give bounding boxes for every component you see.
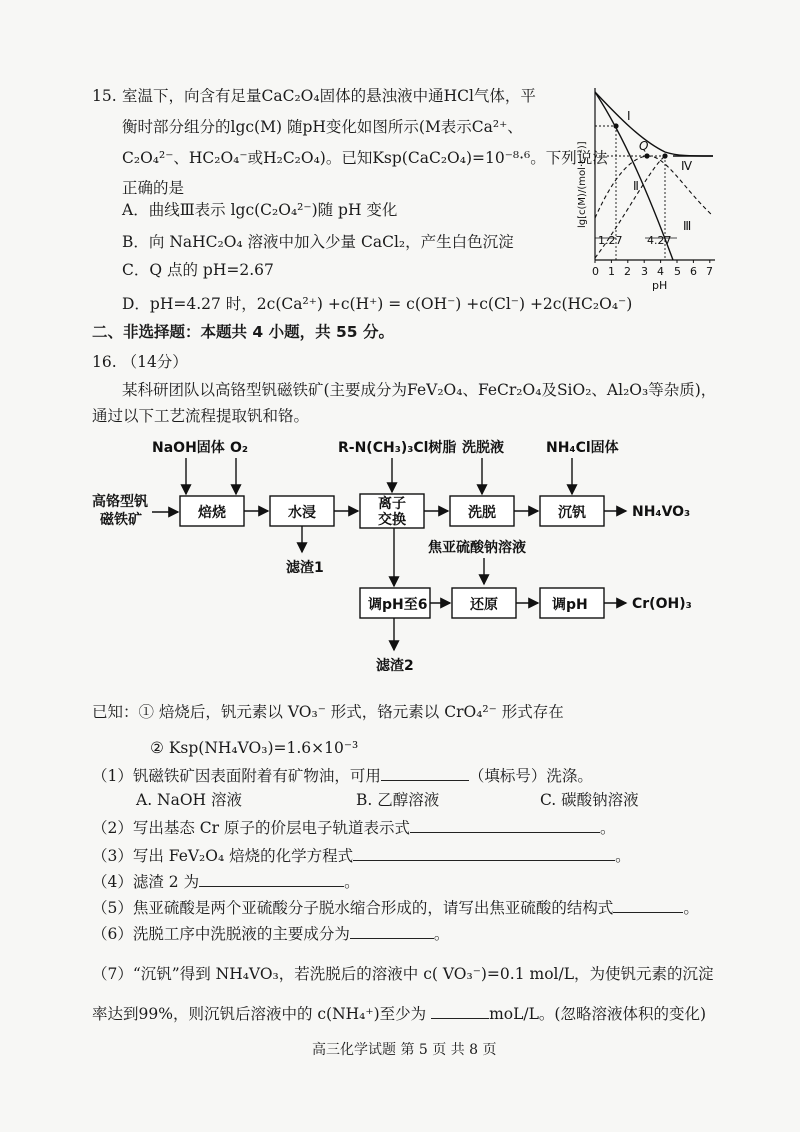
q15-graph [555, 78, 725, 296]
sub-1: （1）钒磁铁矿因表面附着有矿物油，可用 （填标号）洗涤。 [92, 767, 593, 785]
known-2: ② Ksp(NH₄VO₃)=1.6×10⁻³ [150, 739, 359, 757]
box-precip-label: 沉钒 [558, 505, 586, 521]
curve-II [595, 156, 713, 218]
box-elute-label: 洗脱 [468, 505, 496, 521]
answer-blank-4[interactable] [199, 872, 344, 887]
box-leach-label: 水浸 [288, 505, 316, 521]
input-metabisulfite: 焦亚硫酸钠溶液 [428, 540, 526, 556]
label-Q: Q [639, 139, 649, 153]
box-adjust-ph6-label: 调pH至6 [368, 597, 428, 613]
box-reduce-label: 还原 [470, 597, 498, 613]
answer-blank-5[interactable] [613, 898, 683, 913]
label-II: Ⅱ [633, 179, 639, 193]
input-naoh: NaOH固体 [152, 440, 225, 456]
q15-option-b: B．向 NaHC₂O₄ 溶液中加入少量 CaCl₂，产生白色沉淀 [122, 233, 514, 251]
q15-stem-line2: 衡时部分组分的lgc(M) 随pH变化如图所示(M表示Ca²⁺、 [122, 118, 523, 136]
box-ion-label2: 交换 [378, 512, 406, 528]
output-croh3: Cr(OH)₃ [632, 596, 692, 612]
sub-1-option-b: B. 乙醇溶液 [356, 791, 440, 809]
input-nh4cl: NH₄Cl固体 [546, 440, 619, 456]
tick-2: 2 [624, 265, 631, 278]
known-1: 已知：① 焙烧后，钒元素以 VO₃⁻ 形式，铬元素以 CrO₄²⁻ 形式存在 [92, 703, 564, 721]
q15-option-d: D．pH=4.27 时，2c(Ca²⁺) +c(H⁺) = c(OH⁻) +c(Cl⁻) +2c(HC₂O₄⁻) [122, 295, 633, 313]
residue-1: 滤渣1 [286, 560, 324, 576]
sub-4: （4）滤渣 2 为 。 [92, 873, 360, 891]
curve-I [595, 92, 713, 156]
graph-x-label: pH [652, 279, 668, 292]
point-I [613, 123, 618, 128]
sub-7-line1: （7）“沉钒”得到 NH₄VO₃，若洗脱后的溶液中 c( VO₃⁻)=0.1 mol/L，为使钒元素的沉淀 [92, 965, 714, 983]
box-roast-label: 焙烧 [198, 505, 226, 521]
tick-1: 1 [608, 265, 615, 278]
q15-stem-line1: 室温下，向含有足量CaC₂O₄固体的悬浊液中通HCl气体，平 [122, 87, 536, 105]
input-eluent: 洗脱液 [462, 440, 504, 456]
tick-3: 3 [641, 265, 648, 278]
answer-blank-7[interactable] [431, 1004, 489, 1019]
tick-6: 6 [690, 265, 697, 278]
process-flowchart [90, 436, 710, 686]
tick-0: 0 [592, 265, 599, 278]
sub-1-option-c: C. 碳酸钠溶液 [540, 791, 639, 809]
answer-blank-3[interactable] [353, 846, 615, 861]
q15-number: 15. [92, 87, 117, 105]
q15-stem-line4: 正确的是 [122, 179, 185, 197]
box-ion-label1: 离子 [378, 496, 406, 512]
input-resin: R-N(CH₃)₃Cl树脂 [338, 440, 457, 456]
residue-2: 滤渣2 [376, 658, 414, 674]
box-adjust-ph-label: 调pH [552, 597, 588, 613]
q15-option-a: A．曲线Ⅲ表示 lgc(C₂O₄²⁻)随 pH 变化 [122, 201, 398, 219]
sub-3: （3）写出 FeV₂O₄ 焙烧的化学方程式 。 [92, 847, 631, 865]
point-Q [644, 153, 649, 158]
label-IV: Ⅳ [681, 159, 693, 173]
input-o2: O₂ [230, 440, 249, 456]
q16-intro-line1: 某科研团队以高铬型钒磁铁矿(主要成分为FeV₂O₄、FeCr₂O₄及SiO₂、Al₂O₃等杂质)， [122, 381, 717, 399]
answer-blank-2[interactable] [410, 818, 600, 833]
sub-7-line2: 率达到99%，则沉钒后溶液中的 c(NH₄⁺)至少为 moL/L。(忽略溶液体积的变化) [92, 1005, 707, 1023]
tick-7: 7 [706, 265, 713, 278]
sub-5: （5）焦亚硫酸是两个亚硫酸分子脱水缩合形成的，请写出焦亚硫酸的结构式 。 [92, 899, 699, 917]
mark-1-27: 1.27 [598, 234, 623, 247]
tick-5: 5 [674, 265, 681, 278]
label-I: Ⅰ [627, 109, 631, 123]
label-III: Ⅲ [683, 219, 692, 233]
sub-1-option-a: A. NaOH 溶液 [136, 791, 243, 809]
answer-blank-1[interactable] [381, 766, 469, 781]
answer-blank-6[interactable] [350, 924, 434, 939]
q15-option-c: C．Q 点的 pH=2.67 [122, 261, 274, 279]
feed-line2: 磁铁矿 [100, 512, 142, 528]
mark-4-27: 4.27 [647, 234, 672, 247]
graph-y-label: lg[c(M)/(mol·L⁻¹)] [577, 141, 588, 228]
q15-stem-line3: C₂O₄²⁻、HC₂O₄⁻或H₂C₂O₄)。已知Ksp(CaC₂O₄)=10⁻⁸·⁶。下列说法 [122, 149, 608, 167]
output-nh4vo3: NH₄VO₃ [632, 504, 691, 520]
sub-2: （2）写出基态 Cr 原子的价层电子轨道表示式 。 [92, 819, 616, 837]
q16-intro-line2: 通过以下工艺流程提取钒和铬。 [92, 407, 310, 425]
tick-4: 4 [657, 265, 664, 278]
point-4-27 [662, 153, 667, 158]
feed-line1: 高铬型钒 [92, 494, 148, 510]
page-footer: 高三化学试题 第 5 页 共 8 页 [312, 1042, 497, 1058]
q16-heading: 16. （14分） [92, 353, 188, 371]
section-2-heading: 二、非选择题：本题共 4 小题，共 55 分。 [92, 323, 394, 341]
sub-6: （6）洗脱工序中洗脱液的主要成分为 。 [92, 925, 450, 943]
